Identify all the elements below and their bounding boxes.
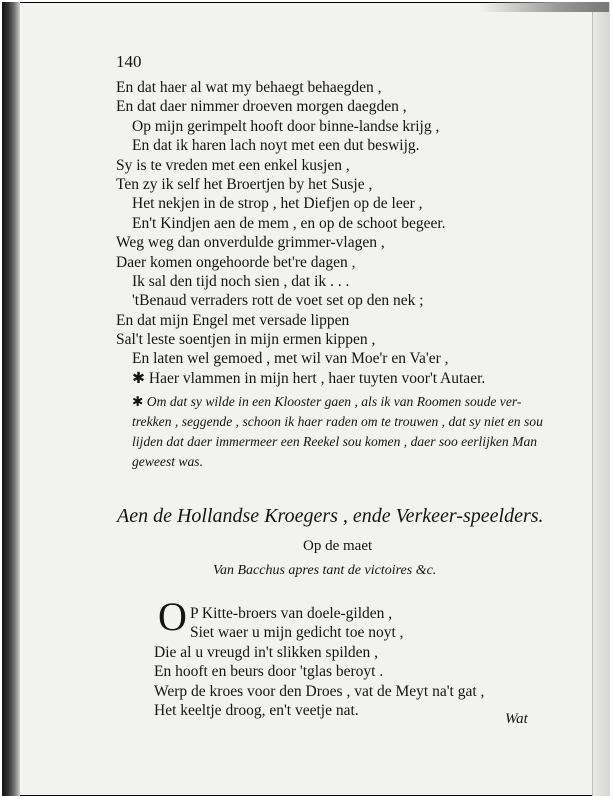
poem-line: En laten wel gemoed , met wil van Moe'r en Va'er , xyxy=(132,350,449,368)
poem-line: Siet waer u mijn gedicht toe noyt , xyxy=(190,624,404,642)
drop-cap: O xyxy=(158,594,187,639)
poem-line: P Kitte-broers van doele-gilden , xyxy=(190,605,393,622)
footnote-line: trekken , seggende , schoon ik haer raden om te trouwen , dat sy niet en sou xyxy=(132,414,543,429)
poem-line: Sal't leste soentjen in mijn ermen kippen , xyxy=(116,331,376,349)
poem-line: Sy is te vreden met een enkel kusjen , xyxy=(116,156,350,174)
book-spine xyxy=(2,2,20,796)
poem-line: Werp de kroes voor den Droes , vat de Meyt na't gat , xyxy=(154,682,485,700)
tune-name: Van Bacchus apres tant de victoires &c. xyxy=(213,563,437,578)
footnote xyxy=(132,392,543,472)
poem-line: 'tBenaud verraders rott de voet set op den nek ; xyxy=(132,292,424,310)
poem-line: Ten zy ik self het Broertjen by het Susje , xyxy=(116,175,373,193)
poem-line: Op mijn gerimpelt hooft door binne-landse krijg , xyxy=(132,117,440,135)
page-edge xyxy=(592,2,610,796)
poem-line: Weg weg dan onverdulde grimmer-vlagen , xyxy=(116,234,385,252)
poem-line: En dat ik haren lach noyt met een dut beswijg. xyxy=(132,137,420,155)
poem-line: Het keeltje droog, en't veetje nat. xyxy=(154,701,359,719)
poem-line: Daer komen ongehoorde bet're dagen , xyxy=(116,253,356,271)
footnote-line: lijden dat daer immermeer een Reekel sou komen , daer soo eerlijken Man xyxy=(132,434,538,449)
catchword: Wat xyxy=(505,711,528,727)
footnote-line: geweest was. xyxy=(132,454,203,469)
poem-line: En hooft en beurs door 'tglas beroyt . xyxy=(154,663,384,681)
poem-line: En dat daer nimmer droeven morgen daegden , xyxy=(116,98,407,116)
footnote-line: ✱ Om dat sy wilde in een Klooster gaen , als ik van Roomen soude ver- xyxy=(132,394,522,409)
tune-label: Op de maet xyxy=(303,538,373,554)
poem-opening xyxy=(154,604,485,720)
poem-line: ✱ Haer vlammen in mijn hert , haer tuyten voor't Autaer. xyxy=(132,369,486,387)
note-marker: ✱ xyxy=(132,369,145,387)
page-number: 140 xyxy=(116,52,142,71)
poem-line: En dat haer al wat my behaegt behaegden , xyxy=(116,79,382,96)
poem-line: En't Kindjen aen de mem , en op de schoot begeer. xyxy=(132,214,446,232)
poem-line: Ik sal den tijd noch sien , dat ik . . . xyxy=(132,272,350,290)
poem-line: Het nekjen in de strop , het Diefjen op de leer , xyxy=(132,195,423,213)
poem-line: Die al u vreugd in't slikken spilden , xyxy=(154,643,379,661)
footnote-marker: ✱ xyxy=(132,394,144,409)
poem-continuation xyxy=(116,78,485,388)
poem-line: En dat mijn Engel met versade lippen xyxy=(116,311,350,329)
scan-shadow xyxy=(480,2,609,12)
poem-title: Aen de Hollandse Kroegers , ende Verkeer-speelders. xyxy=(117,505,544,527)
